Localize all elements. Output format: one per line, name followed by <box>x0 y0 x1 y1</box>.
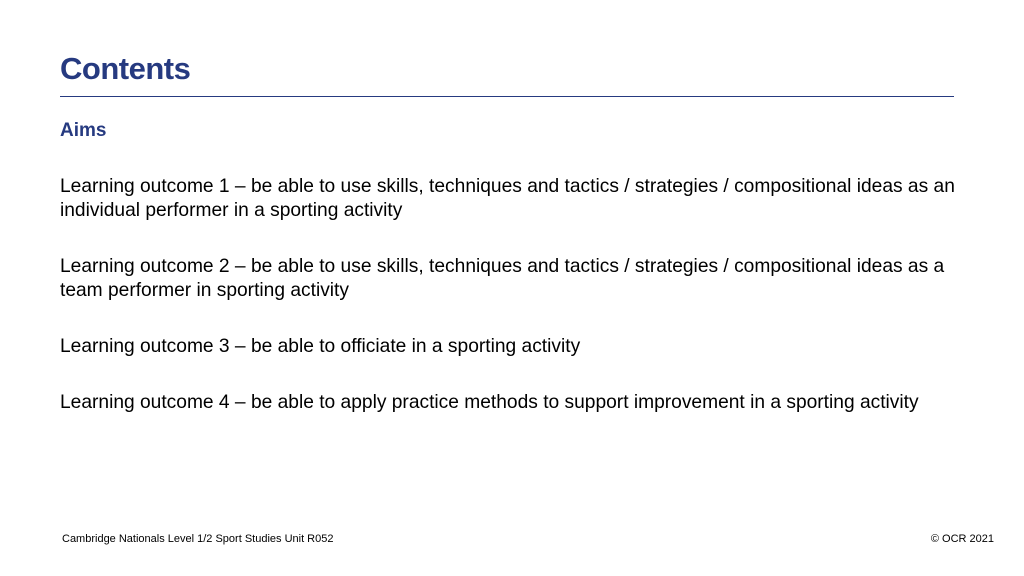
learning-outcome-1: Learning outcome 1 – be able to use skills, techniques and tactics / strategies / compositional ideas as an individual performer in a sporting activity <box>60 176 955 221</box>
learning-outcome-2: Learning outcome 2 – be able to use skills, techniques and tactics / strategies / compositional ideas as a team performer in sporting activity <box>60 256 945 301</box>
learning-outcome-3: Learning outcome 3 – be able to officiate in a sporting activity <box>60 336 581 357</box>
footer-copyright: © OCR 2021 <box>930 533 994 545</box>
page-title: Contents <box>60 51 191 86</box>
section-heading-aims: Aims <box>60 120 107 141</box>
footer-course-name: Cambridge Nationals Level 1/2 Sport Studies Unit R052 <box>62 533 334 545</box>
learning-outcome-4: Learning outcome 4 – be able to apply practice methods to support improvement in a sporting activity <box>60 392 919 413</box>
learning-outcomes-list <box>60 175 960 447</box>
title-divider <box>60 96 954 97</box>
